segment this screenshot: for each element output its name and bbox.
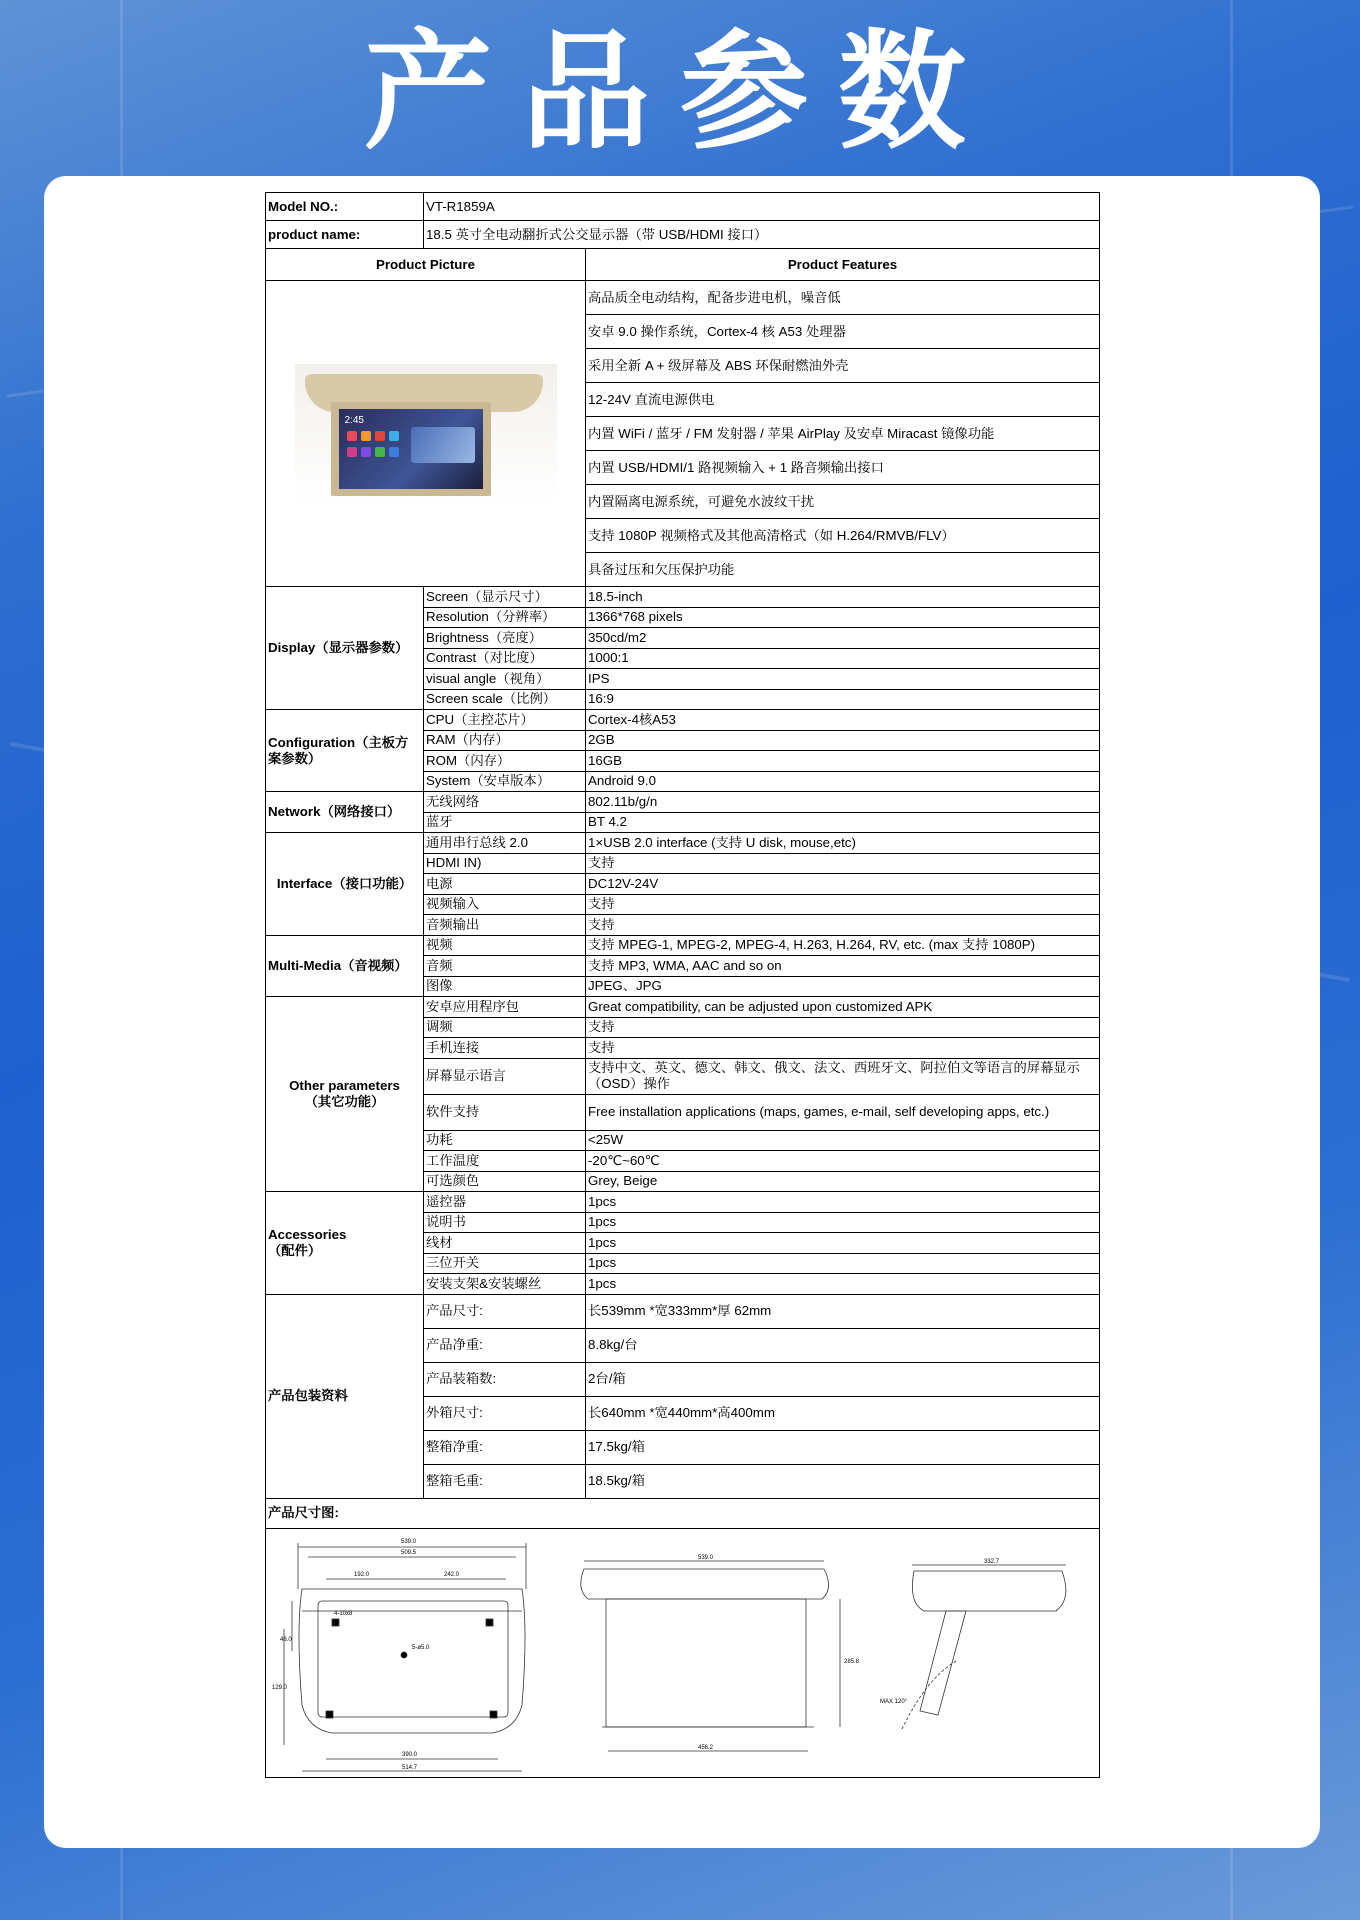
spec-value: Android 9.0 <box>586 771 1100 792</box>
feature-item: 内置 WiFi / 蓝牙 / FM 发射器 / 苹果 AirPlay 及安卓 Miracast 镜像功能 <box>586 417 1100 451</box>
model-label: Model NO.: <box>266 193 424 221</box>
spec-key: 安卓应用程序包 <box>424 997 586 1018</box>
spec-key: HDMI IN) <box>424 853 586 874</box>
dim-label: 514.7 <box>402 1764 418 1771</box>
spec-value: Cortex-4核A53 <box>586 710 1100 731</box>
spec-key: Contrast（对比度） <box>424 648 586 669</box>
side-view <box>581 1555 860 1751</box>
monitor-screen <box>339 409 483 489</box>
spec-key: 产品尺寸: <box>424 1294 586 1328</box>
spec-key: CPU（主控芯片） <box>424 710 586 731</box>
spec-value: 支持中文、英文、德文、韩文、俄文、法文、西班牙文、阿拉伯文等语言的屏幕显示（OSD）操作 <box>586 1058 1100 1094</box>
dim-label: 242.0 <box>444 1571 460 1578</box>
spec-value: 18.5-inch <box>586 587 1100 608</box>
feature-item: 采用全新 A + 级屏幕及 ABS 环保耐燃油外壳 <box>586 349 1100 383</box>
spec-key: 工作温度 <box>424 1151 586 1172</box>
feature-item: 内置 USB/HDMI/1 路视频输入 + 1 路音频输出接口 <box>586 451 1100 485</box>
dim-label: 5-ø5.0 <box>412 1644 430 1651</box>
spec-value: 1pcs <box>586 1253 1100 1274</box>
dim-label: 456.2 <box>698 1744 714 1751</box>
spec-value: 18.5kg/箱 <box>586 1464 1100 1498</box>
spec-value: <25W <box>586 1130 1100 1151</box>
display-section-label: Display（显示器参数） <box>266 587 424 710</box>
spec-key: 视频输入 <box>424 894 586 915</box>
dimension-drawing-svg <box>266 1529 1092 1777</box>
drawing-cell <box>266 1528 1100 1777</box>
spec-value: 2GB <box>586 730 1100 751</box>
spec-value: BT 4.2 <box>586 812 1100 833</box>
picture-header: Product Picture <box>266 249 586 281</box>
spec-value: 支持 MPEG-1, MPEG-2, MPEG-4, H.263, H.264, RV, etc. (max 支持 1080P) <box>586 935 1100 956</box>
screen-clock: 2:45 <box>344 414 364 426</box>
spec-key: 外箱尺寸: <box>424 1396 586 1430</box>
spec-value: IPS <box>586 669 1100 690</box>
features-header: Product Features <box>586 249 1100 281</box>
product-picture-cell <box>266 281 586 587</box>
product-name-row <box>266 221 1100 249</box>
dim-label: 48.0 <box>280 1636 292 1643</box>
spec-value: 支持 MP3, WMA, AAC and so on <box>586 956 1100 977</box>
feature-item: 内置隔离电源系统，可避免水波纹干扰 <box>586 485 1100 519</box>
spec-value: 1pcs <box>586 1192 1100 1213</box>
product-name-label: product name: <box>266 221 424 249</box>
page-title: 产品参数 <box>363 18 996 167</box>
spec-key: 软件支持 <box>424 1094 586 1130</box>
spec-value: 长539mm *宽333mm*厚 62mm <box>586 1294 1100 1328</box>
spec-key: ROM（闪存） <box>424 751 586 772</box>
packing-section-label: 产品包装资料 <box>266 1294 424 1498</box>
model-value: VT-R1859A <box>424 193 1100 221</box>
spec-value: Free installation applications (maps, games, e-mail, self developing apps, etc.) <box>586 1094 1100 1130</box>
spec-key: Resolution（分辨率） <box>424 607 586 628</box>
accessories-section-label <box>266 1192 424 1295</box>
spec-value: 支持 <box>586 853 1100 874</box>
spec-key: 三位开关 <box>424 1253 586 1274</box>
spec-key: 可选颜色 <box>424 1171 586 1192</box>
spec-value: 支持 <box>586 1038 1100 1059</box>
front-view <box>272 1539 526 1771</box>
spec-value: 长640mm *宽440mm*高400mm <box>586 1396 1100 1430</box>
spec-key: 线材 <box>424 1233 586 1254</box>
spec-value: Great compatibility, can be adjusted upon customized APK <box>586 997 1100 1018</box>
spec-key: 音频输出 <box>424 915 586 936</box>
spec-value: -20℃~60℃ <box>586 1151 1100 1172</box>
network-section-label: Network（网络接口） <box>266 792 424 833</box>
spec-value: 1366*768 pixels <box>586 607 1100 628</box>
spec-value: Grey, Beige <box>586 1171 1100 1192</box>
spec-value: 802.11b/g/n <box>586 792 1100 813</box>
spec-value: 支持 <box>586 1017 1100 1038</box>
spec-value: 1pcs <box>586 1212 1100 1233</box>
spec-value: 16GB <box>586 751 1100 772</box>
feature-item: 具备过压和欠压保护功能 <box>586 553 1100 587</box>
model-row <box>266 193 1100 221</box>
media-section-label: Multi-Media（音视频） <box>266 935 424 997</box>
spec-value: 2台/箱 <box>586 1362 1100 1396</box>
feature-item: 支持 1080P 视频格式及其他高清格式（如 H.264/RMVB/FLV） <box>586 519 1100 553</box>
spec-key: 产品净重: <box>424 1328 586 1362</box>
spec-key: Brightness（亮度） <box>424 628 586 649</box>
product-photo <box>295 364 557 504</box>
accessories-label-cn: （配件） <box>268 1242 322 1258</box>
spec-key: Screen scale（比例） <box>424 689 586 710</box>
dimension-drawing <box>266 1529 1092 1777</box>
dim-label: MAX 120° <box>880 1698 908 1705</box>
dim-label: 285.8 <box>844 1658 860 1665</box>
spec-value: 17.5kg/箱 <box>586 1430 1100 1464</box>
spec-key: 产品装箱数: <box>424 1362 586 1396</box>
spec-key: 调频 <box>424 1017 586 1038</box>
spec-value: 1pcs <box>586 1274 1100 1295</box>
other-label-en: Other parameters <box>289 1078 400 1093</box>
dim-label: 129.0 <box>272 1684 288 1691</box>
dim-label: 192.0 <box>354 1571 370 1578</box>
dim-label: 4-10x8 <box>334 1610 353 1617</box>
spec-value: 350cd/m2 <box>586 628 1100 649</box>
dim-label: 390.0 <box>402 1751 418 1758</box>
spec-key: 整箱净重: <box>424 1430 586 1464</box>
spec-key: System（安卓版本） <box>424 771 586 792</box>
spec-value: 支持 <box>586 915 1100 936</box>
spec-key: 屏幕显示语言 <box>424 1058 586 1094</box>
drawing-label: 产品尺寸图: <box>266 1498 1100 1528</box>
spec-key: 音频 <box>424 956 586 977</box>
feature-item: 安卓 9.0 操作系统，Cortex-4 核 A53 处理器 <box>586 315 1100 349</box>
spec-table <box>265 192 1100 1778</box>
dim-label: 332.7 <box>984 1558 1000 1565</box>
profile-view <box>880 1559 1066 1729</box>
spec-key: 电源 <box>424 874 586 895</box>
spec-key: 通用串行总线 2.0 <box>424 833 586 854</box>
spec-value: 支持 <box>586 894 1100 915</box>
spec-key: 手机连接 <box>424 1038 586 1059</box>
dim-label: 539.0 <box>698 1554 714 1561</box>
spec-key: visual angle（视角） <box>424 669 586 690</box>
spec-key: Screen（显示尺寸） <box>424 587 586 608</box>
spec-value: JPEG、JPG <box>586 976 1100 997</box>
spec-key: 整箱毛重: <box>424 1464 586 1498</box>
spec-key: 安装支架&安装螺丝 <box>424 1274 586 1295</box>
spec-value: 1000:1 <box>586 648 1100 669</box>
spec-key: RAM（内存） <box>424 730 586 751</box>
dim-label: 509.5 <box>401 1549 417 1556</box>
spec-value: 1pcs <box>586 1233 1100 1254</box>
dim-label: 539.0 <box>401 1538 417 1545</box>
spec-value: 1×USB 2.0 interface (支持 U disk, mouse,etc) <box>586 833 1100 854</box>
feature-item: 12-24V 直流电源供电 <box>586 383 1100 417</box>
spec-key: 蓝牙 <box>424 812 586 833</box>
spec-value: DC12V-24V <box>586 874 1100 895</box>
config-section-label: Configuration（主板方案参数） <box>266 710 424 792</box>
spec-value: 16:9 <box>586 689 1100 710</box>
spec-key: 遥控器 <box>424 1192 586 1213</box>
spec-value: 8.8kg/台 <box>586 1328 1100 1362</box>
spec-key: 说明书 <box>424 1212 586 1233</box>
other-section-label <box>266 997 424 1192</box>
spec-key: 无线网络 <box>424 792 586 813</box>
interface-section-label: Interface（接口功能） <box>266 833 424 936</box>
spec-key: 功耗 <box>424 1130 586 1151</box>
spec-key: 图像 <box>424 976 586 997</box>
feature-item: 高品质全电动结构，配备步进电机，噪音低 <box>586 281 1100 315</box>
product-name-value: 18.5 英寸全电动翻折式公交显示器（带 USB/HDMI 接口） <box>424 221 1100 249</box>
other-label-cn: （其它功能） <box>304 1094 385 1109</box>
accessories-label-en: Accessories <box>268 1226 347 1242</box>
spec-key: 视频 <box>424 935 586 956</box>
